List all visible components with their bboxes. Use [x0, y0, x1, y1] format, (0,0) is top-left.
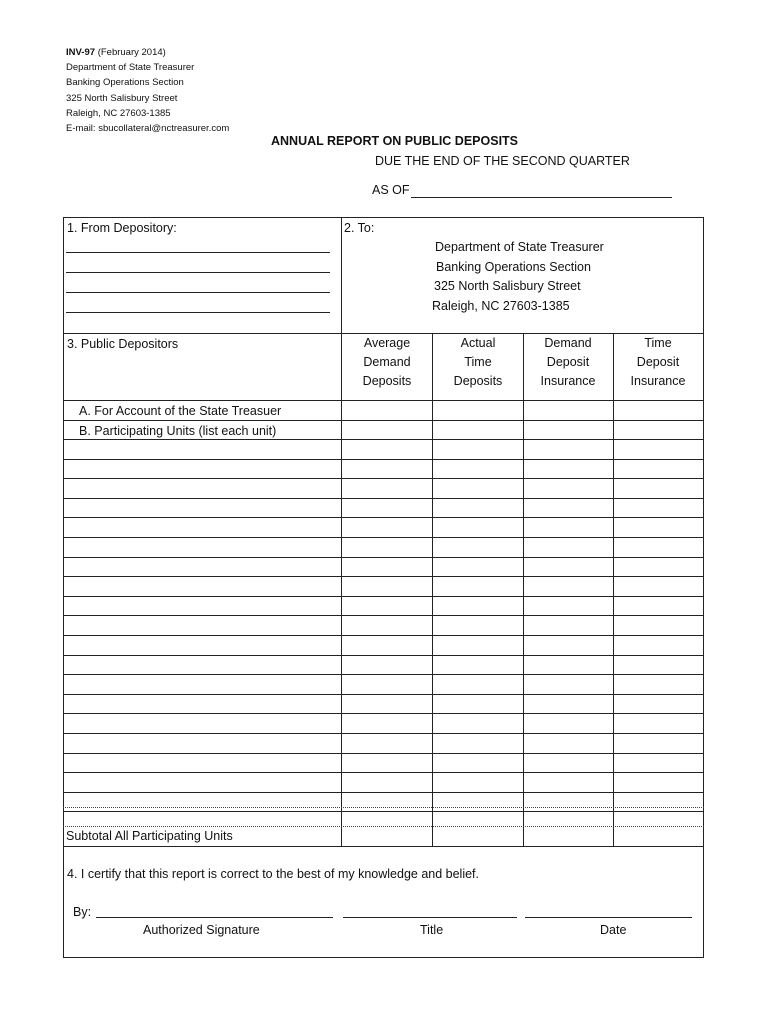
table-row-line [63, 498, 704, 499]
header-email: E-mail: sbucollateral@nctreasurer.com [66, 123, 230, 135]
subtotal-label: Subtotal All Participating Units [66, 829, 233, 843]
col-line-1 [341, 333, 342, 846]
depository-line-1[interactable] [66, 252, 330, 253]
header-city: Raleigh, NC 27603-1385 [66, 107, 171, 119]
table-row-line [63, 694, 704, 695]
depository-line-3[interactable] [66, 292, 330, 293]
to-line-4: Raleigh, NC 27603-1385 [432, 299, 570, 313]
to-line-2: Banking Operations Section [436, 260, 591, 274]
by-label: By: [73, 905, 92, 919]
section-4-divider [63, 846, 704, 847]
col-line-4 [613, 333, 614, 846]
table-row-line [63, 753, 704, 754]
table-row-line [63, 826, 704, 827]
table-row-line [63, 811, 704, 812]
to-line-3: 325 North Salisbury Street [434, 279, 581, 293]
table-row-line [63, 537, 704, 538]
table-row-line [63, 615, 704, 616]
header-dept: Department of State Treasurer [66, 62, 195, 74]
table-row-line [63, 439, 704, 440]
table-row-line [63, 420, 704, 421]
col-line-3 [523, 333, 524, 846]
signature-field[interactable] [96, 917, 333, 918]
header-street: 325 North Salisbury Street [66, 92, 178, 104]
table-row-line [63, 792, 704, 793]
date-caption: Date [600, 923, 627, 937]
table-row-line [63, 772, 704, 773]
table-row-line [63, 713, 704, 714]
table-row-line [63, 478, 704, 479]
to-label: 2. To: [344, 221, 375, 235]
as-of-label: AS OF [372, 183, 410, 197]
table-row-line [63, 596, 704, 597]
date-field[interactable] [525, 917, 692, 918]
section-1-2-divider [341, 217, 342, 333]
table-row-line [63, 576, 704, 577]
table-row-line [63, 674, 704, 675]
table-row-line [63, 733, 704, 734]
row-state-treasurer: A. For Account of the State Treasuer [79, 404, 282, 418]
table-row-line [63, 557, 704, 558]
header-section: Banking Operations Section [66, 77, 184, 89]
title-field[interactable] [343, 917, 517, 918]
col-line-2 [432, 333, 433, 846]
form-date: (February 2014) [97, 47, 166, 58]
depository-line-2[interactable] [66, 272, 330, 273]
table-row-line [63, 400, 704, 401]
form-code: INV-97 [66, 47, 96, 58]
signature-caption: Authorized Signature [143, 923, 260, 937]
from-depository-label: 1. From Depository: [67, 221, 177, 235]
table-row-line [63, 635, 704, 636]
table-row-line [63, 459, 704, 460]
header-block [66, 45, 229, 136]
table-row-line [63, 807, 704, 808]
page-subtitle: DUE THE END OF THE SECOND QUARTER [375, 154, 630, 168]
depository-line-4[interactable] [66, 312, 330, 313]
certify-statement: 4. I certify that this report is correct to the best of my knowledge and belief. [67, 867, 480, 881]
to-line-1: Department of State Treasurer [435, 240, 604, 254]
row-participating-units: B. Participating Units (list each unit) [79, 424, 277, 438]
col-header-demand-insurance: Demand Deposit Insurance [540, 336, 596, 388]
as-of-field[interactable] [411, 197, 672, 198]
table-row-line [63, 655, 704, 656]
col-header-actual-time: Actual Time Deposits [453, 336, 503, 388]
title-caption: Title [420, 923, 444, 937]
page-title: ANNUAL REPORT ON PUBLIC DEPOSITS [271, 134, 519, 148]
public-depositors-label: 3. Public Depositors [67, 337, 179, 351]
col-header-time-insurance: Time Deposit Insurance [630, 336, 686, 388]
table-row-line [63, 517, 704, 518]
col-header-avg-demand: Average Demand Deposits [362, 336, 412, 388]
